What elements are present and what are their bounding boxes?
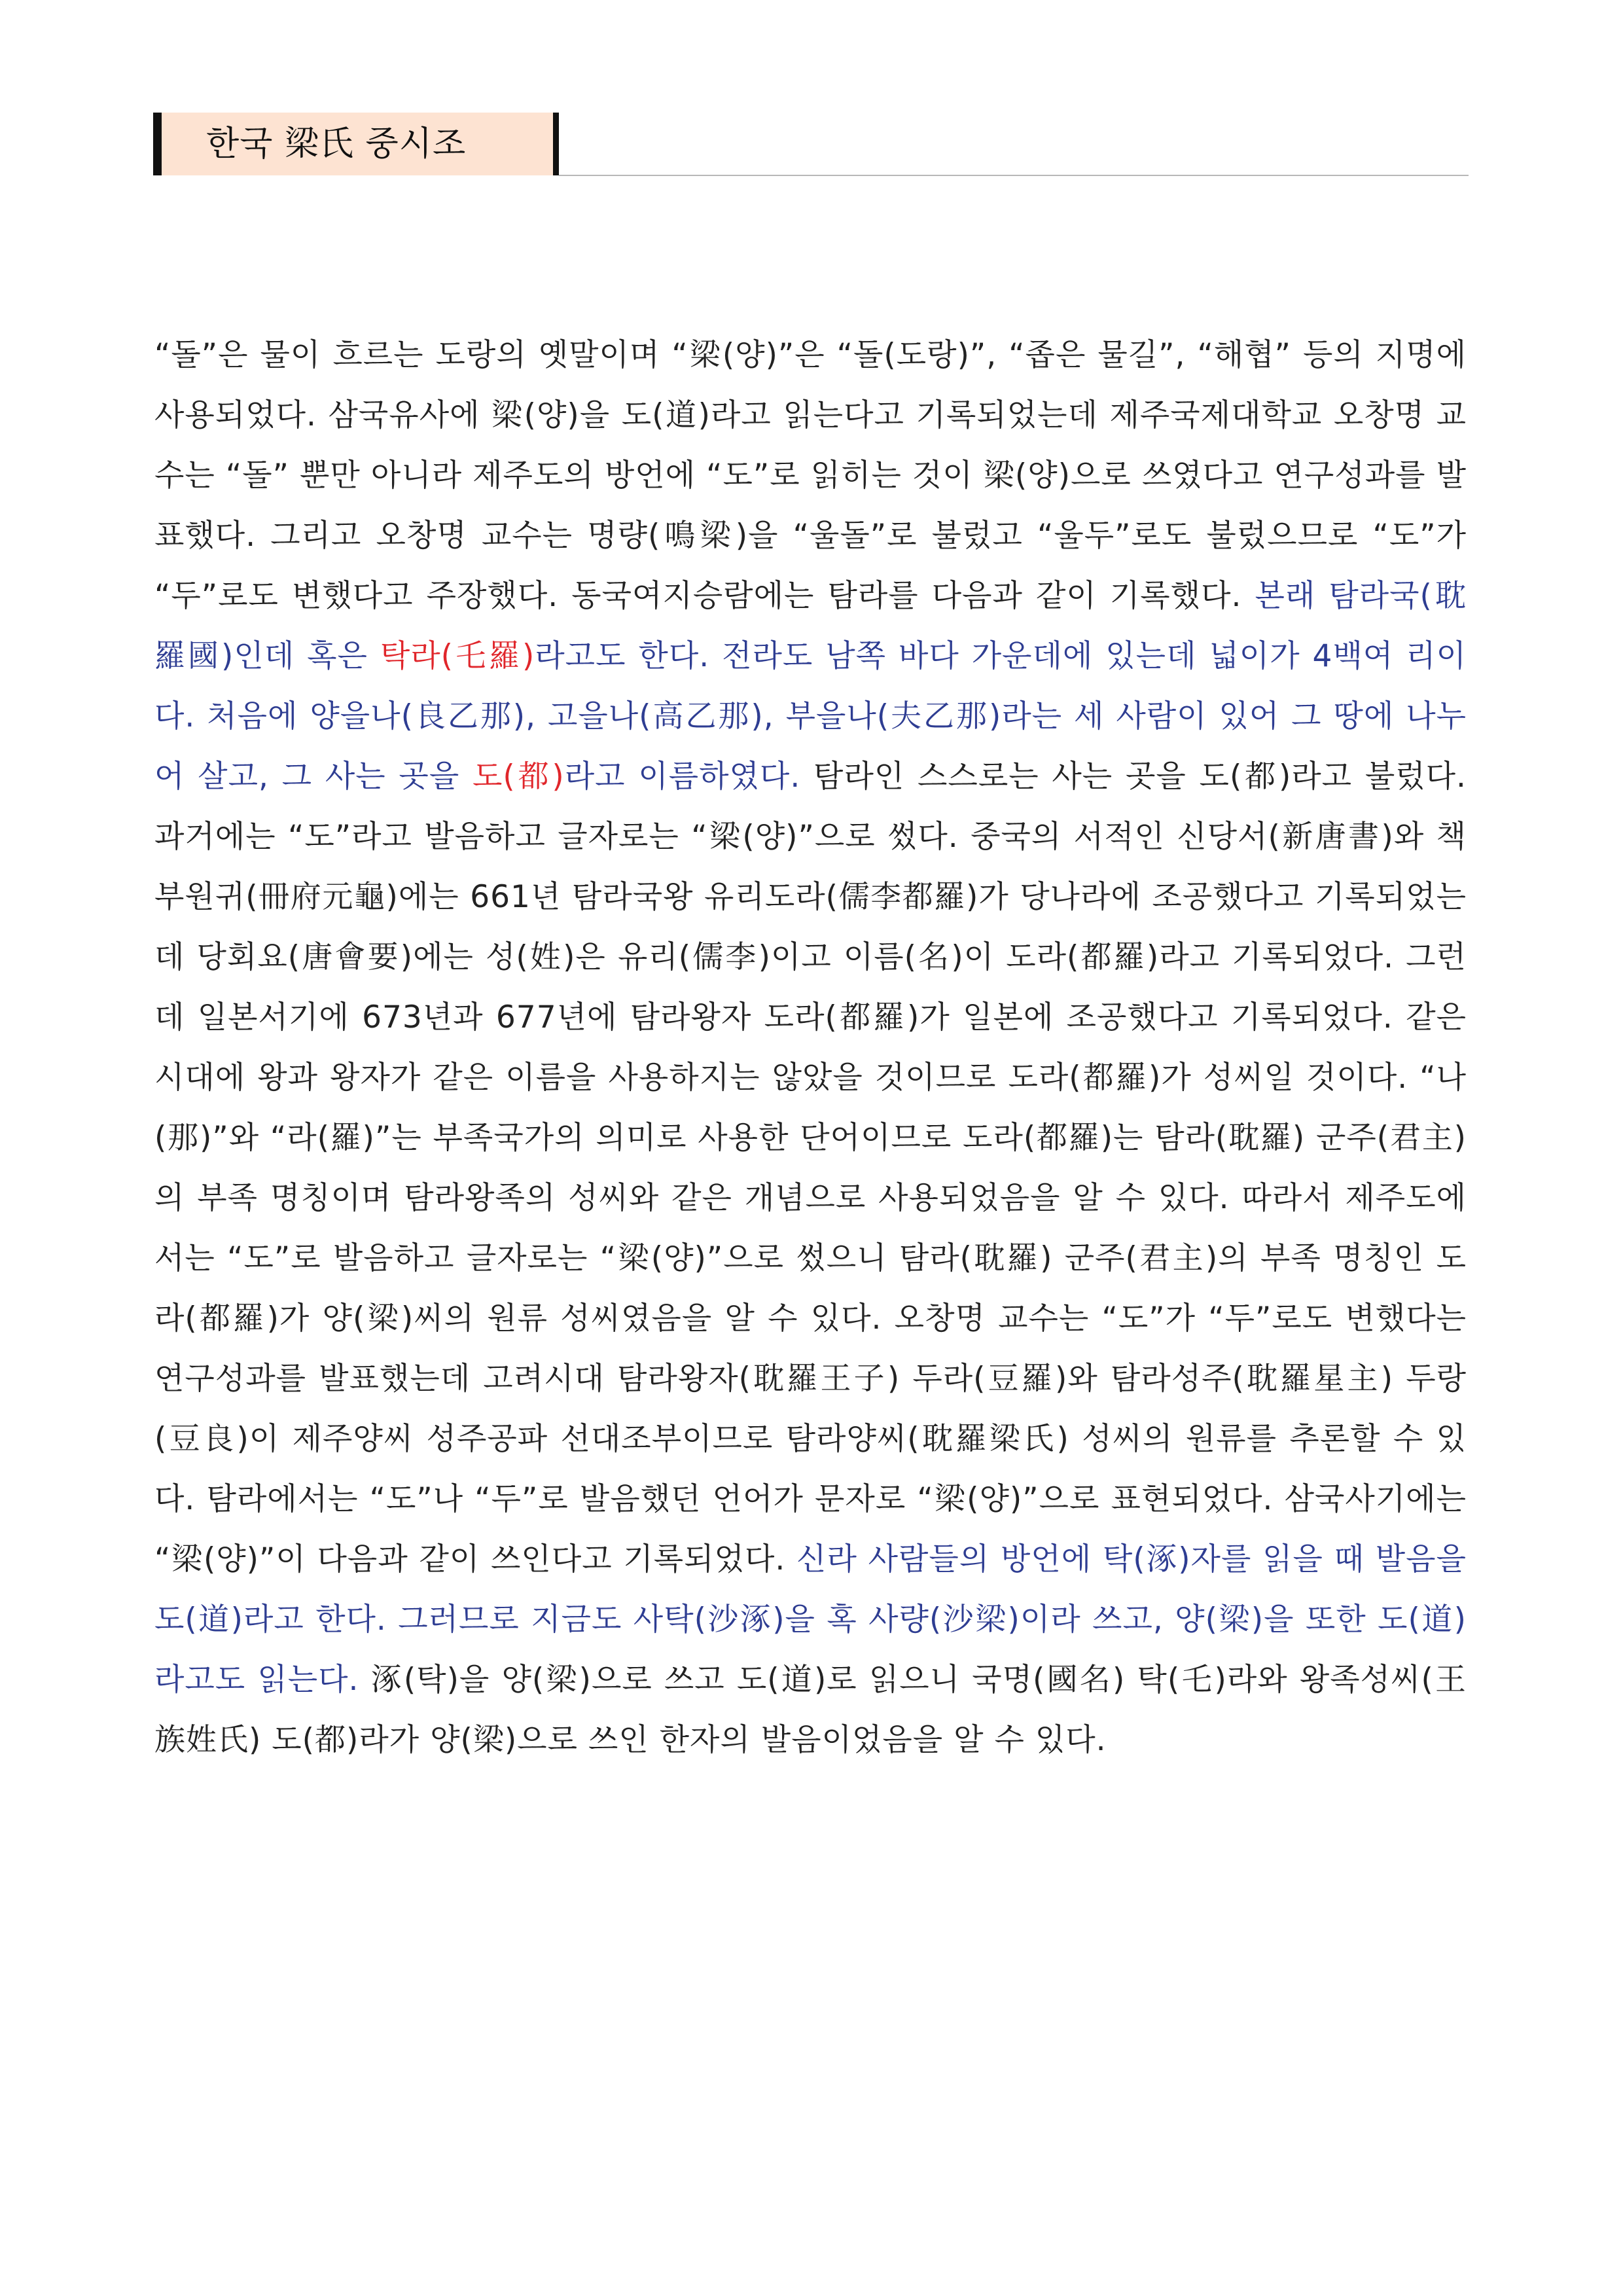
quoted-passage-tamra: 본래 탐라국(耽羅國)인데 혹은 bbox=[154, 578, 1467, 674]
quoted-passage-silla: 신라 사람들의 방언에 탁(涿)자를 읽을 때 발음을 도(道)라고 한다. 그러므로 지금도 사탁(沙涿)을 혹 사량(沙梁)이라 쓰고, 양(梁)을 또한 도(道)라고도 읽는다. bbox=[154, 1541, 1467, 1698]
section-title-box bbox=[153, 113, 559, 175]
section-title: 한국 梁氏 중시조 bbox=[206, 124, 467, 164]
quoted-passage-tamra-cont: 라고도 한다. 전라도 남쪽 바다 가운데에 있는데 넓이가 4백여 리이다. 처음에 양을나(良乙那), 고을나(高乙那), 부을나(夫乙那)라는 세 사람이 있어 그 땅에 나누어 살고, 그 사는 곳을 bbox=[154, 638, 1467, 795]
body-text-segment: 涿(탁)을 양(梁)으로 쓰고 도(道)로 읽으니 국명(國名) 탁(乇)라와 왕족성씨(王族姓氏) 도(都)라가 양(梁)으로 쓰인 한자의 발음이었음을 알 수 있다. bbox=[154, 1662, 1467, 1758]
body-text-segment: “돌”은 물이 흐르는 도랑의 옛말이며 “梁(양)”은 “돌(도랑)”, “좁은 물길”, “해협” 등의 지명에 사용되었다. 삼국유사에 梁(양)을 도(道)라고 읽는다고 기록되었는데 제주국제대학교 오창명 교수는 “돌” 뿐만 아니라 제주도의 방언에 “도”로 읽히는 것이 梁(양)으로 쓰였다고 연구성과를 발표했다. 그리고 오창명 교수는 명량(鳴梁)을 “울돌”로 불렀고 “울두”로도 불렀으므로 “도”가 “두”로도 변했다고 주장했다. 동국여지승람에는 탐라를 다음과 같이 기록했다. bbox=[154, 337, 1467, 614]
section-header bbox=[153, 113, 1469, 178]
body-text-segment: 탐라인 스스로는 사는 곳을 도(都)라고 불렀다. 과거에는 “도”라고 발음하고 글자로는 “梁(양)”으로 썼다. 중국의 서적인 신당서(新唐書)와 책부원귀(冊府元龜)에는 661년 탐라국왕 유리도라(儒李都羅)가 당나라에 조공했다고 기록되었는데 당회요(唐會要)에는 성(姓)은 유리(儒李)이고 이름(名)이 도라(都羅)라고 기록되었다. 그런데 일본서기에 673년과 677년에 탐라왕자 도라(都羅)가 일본에 조공했다고 기록되었다. 같은 시대에 왕과 왕자가 같은 이름을 사용하지는 않았을 것이므로 도라(都羅)가 성씨일 것이다. “나(那)”와 “라(羅)”는 부족국가의 의미로 사용한 단어이므로 도라(都羅)는 탐라(耽羅) 군주(君主)의 부족 명칭이며 탐라왕족의 성씨와 같은 개념으로 사용되었음을 알 수 있다. 따라서 제주도에서는 “도”로 발음하고 글자로는 “梁(양)”으로 썼으니 탐라(耽羅) 군주(君主)의 부족 명칭인 도라(都羅)가 양(梁)씨의 원류 성씨였음을 알 수 있다. 오창명 교수는 “도”가 “두”로도 변했다는 연구성과를 발표했는데 고려시대 탐라왕자(耽羅王子) 두라(豆羅)와 탐라성주(耽羅星主) 두랑(豆良)이 제주양씨 성주공파 선대조부이므로 탐라양씨(耽羅梁氏) 성씨의 원류를 추론할 수 있다. 탐라에서는 “도”나 “두”로 발음했던 언어가 문자로 “梁(양)”으로 표현되었다. 삼국사기에는 “梁(양)”이 다음과 같이 쓰인다고 기록되었다. bbox=[154, 759, 1467, 1577]
highlight-takra: 탁라(乇羅) bbox=[380, 638, 535, 674]
body-paragraph bbox=[154, 325, 1467, 1770]
header-divider bbox=[559, 175, 1469, 176]
highlight-do: 도(都) bbox=[473, 759, 565, 795]
quoted-passage-tamra-end: 라고 이름하였다. bbox=[564, 759, 801, 795]
